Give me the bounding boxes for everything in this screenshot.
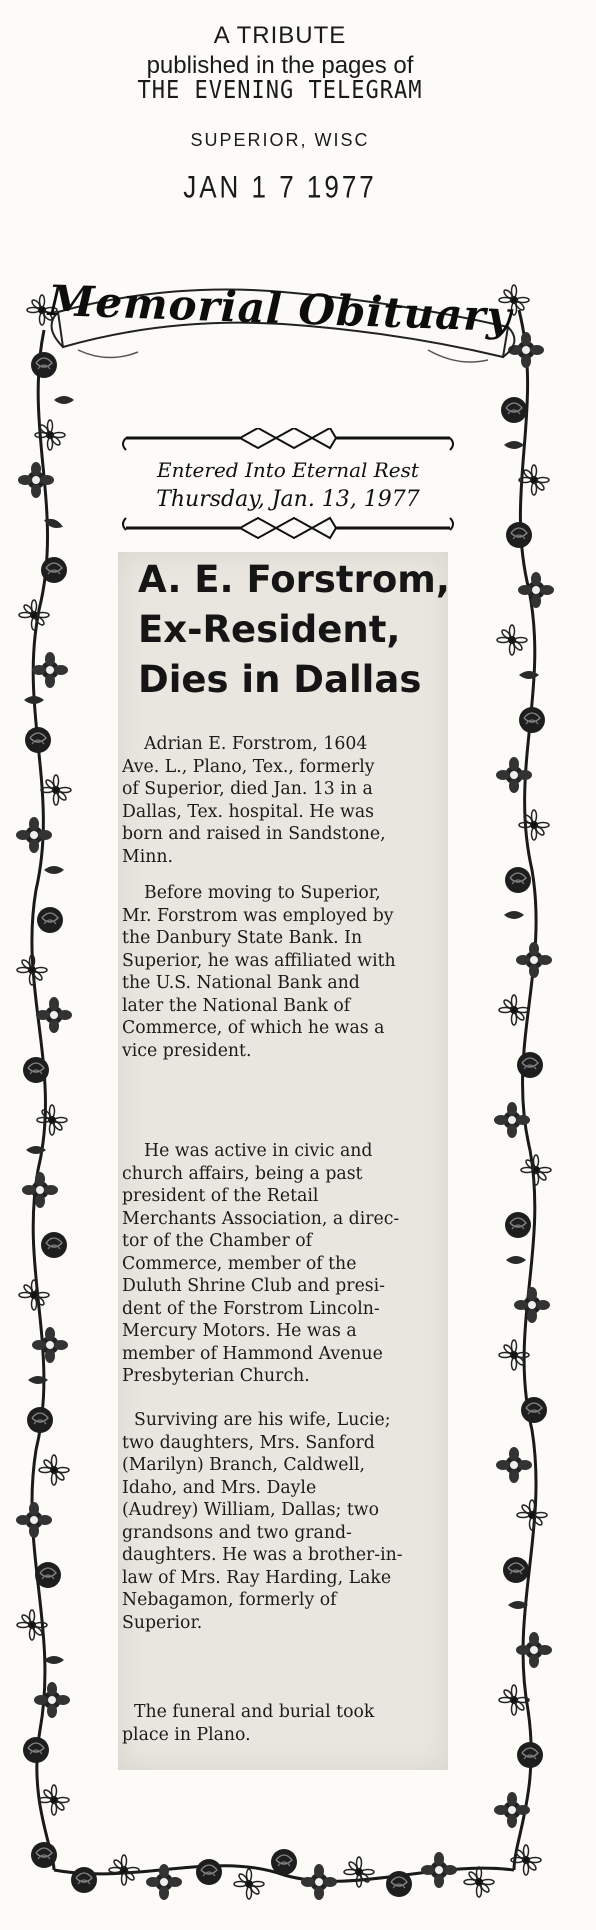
text-line: Surviving are his wife, Lucie; [134, 1410, 391, 1430]
text-line: place in Plano. [122, 1724, 251, 1745]
article-paragraph [122, 1409, 446, 1634]
text-line: Commerce, of which he was a [122, 1018, 385, 1038]
publication-date: JAN 1 7 1977 [183, 168, 377, 205]
tribute-heading: A TRIBUTE [213, 22, 347, 49]
text-line: Minn. [122, 846, 173, 867]
text-line: daughters. He was a brother-in- [122, 1545, 403, 1565]
text-line: two daughters, Mrs. Sanford [122, 1432, 375, 1453]
rest-frame [120, 428, 456, 540]
article-paragraph [122, 1701, 446, 1746]
rest-caption: Entered Into Eternal Rest [157, 458, 419, 482]
text-line: Mr. Forstrom was employed by [122, 905, 394, 926]
text-line: He was active in civic and [144, 1141, 373, 1161]
text-line: Commerce, member of the [122, 1253, 357, 1274]
newspaper-name: THE EVENING TELEGRAM [137, 76, 423, 105]
text-line: Mercury Motors. He was a [122, 1321, 357, 1341]
text-line: Presbyterian Church. [122, 1366, 310, 1386]
text-line: vice president. [122, 1040, 252, 1061]
headline-line: A. E. Forstrom, [138, 558, 450, 601]
article-paragraph [122, 733, 446, 868]
text-line: Merchants Association, a direc- [122, 1208, 400, 1229]
text-line: church affairs, being a past [122, 1163, 363, 1184]
text-line: dent of the Forstrom Lincoln- [122, 1298, 380, 1319]
text-line: grandsons and two grand- [122, 1522, 352, 1543]
headline-line: Dies in Dallas [138, 658, 422, 701]
text-line: born and raised in Sandstone, [122, 824, 386, 844]
text-line: Superior, he was affiliated with [122, 950, 396, 971]
text-line: Before moving to Superior, [144, 883, 381, 903]
published-line: published in the pages of [146, 52, 414, 79]
text-line: the U.S. National Bank and [122, 973, 360, 993]
headline-line: Ex-Resident, [138, 608, 401, 651]
text-line: The funeral and burial took [134, 1702, 375, 1722]
text-line: Nebagamon, formerly of [122, 1590, 337, 1610]
article-paragraph [122, 882, 446, 1062]
text-line: Ave. L., Plano, Tex., formerly [122, 756, 375, 777]
banner-title: Memorial Obituary [47, 275, 513, 342]
text-line: president of the Retail [122, 1186, 319, 1206]
rest-date: Thursday, Jan. 13, 1977 [156, 487, 420, 512]
text-line: tor of the Chamber of [122, 1231, 313, 1251]
text-line: later the National Bank of [122, 995, 351, 1016]
text-line: (Audrey) William, Dallas; two [122, 1500, 379, 1520]
text-line: Duluth Shrine Club and presi- [122, 1276, 386, 1296]
text-line: (Marilyn) Branch, Caldwell, [122, 1455, 366, 1475]
newspaper-city: SUPERIOR, WISC [190, 130, 370, 150]
text-line: Dallas, Tex. hospital. He was [122, 801, 375, 822]
text-line: Adrian E. Forstrom, 1604 [144, 734, 368, 754]
text-line: of Superior, died Jan. 13 in a [122, 779, 373, 799]
text-line: Superior. [122, 1612, 203, 1633]
article-paragraph [122, 1140, 446, 1388]
text-line: the Danbury State Bank. In [122, 928, 363, 948]
article-headline [138, 555, 458, 705]
text-line: Idaho, and Mrs. Dayle [122, 1477, 317, 1498]
text-line: law of Mrs. Ray Harding, Lake [122, 1567, 392, 1588]
text-line: member of Hammond Avenue [122, 1343, 383, 1364]
